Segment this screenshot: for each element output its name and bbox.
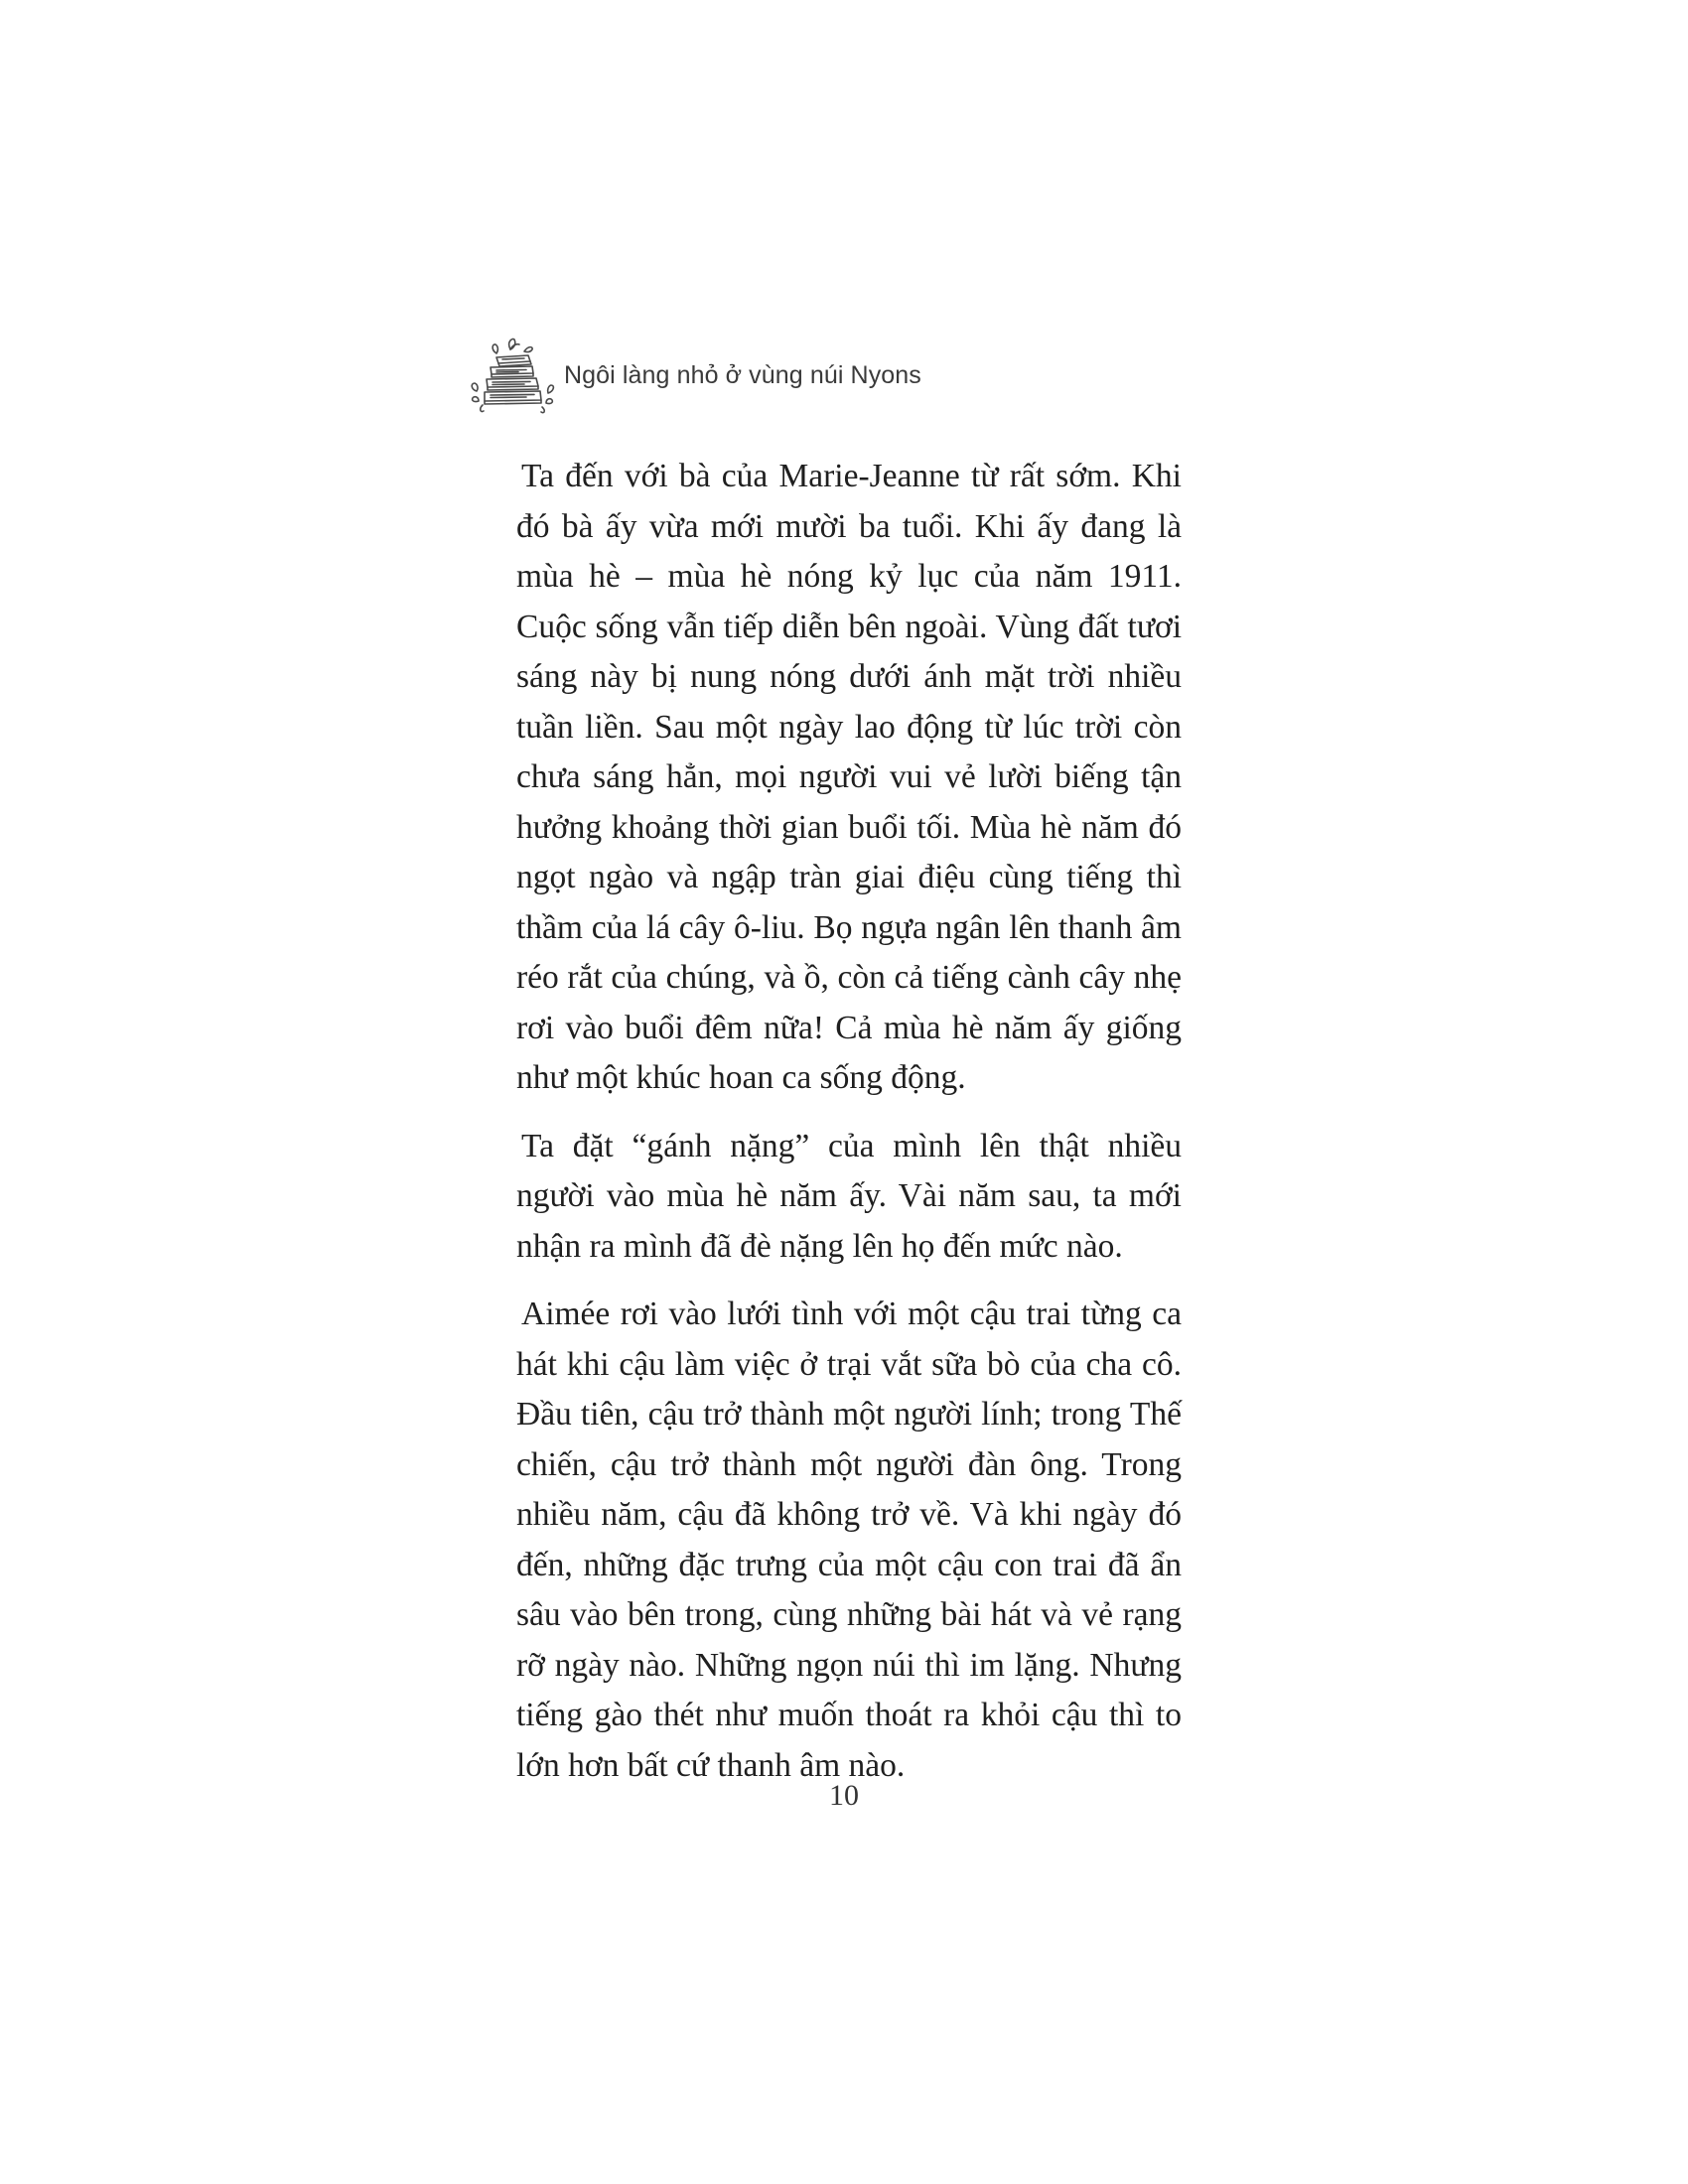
page-number: 10 xyxy=(829,1779,859,1812)
paragraph: Ta đặt “gánh nặng” của mình lên thật nhiều người vào mùa hè năm ấy. Vài năm sau, ta mới nhận ra mình đã đè nặng lên họ đến mức nào. xyxy=(516,1127,1182,1265)
running-header-title: Ngôi làng nhỏ ở vùng núi Nyons xyxy=(564,360,921,389)
running-header xyxy=(467,336,921,415)
paragraph: Ta đến với bà của Marie-Jeanne từ rất sớm. Khi đó bà ấy vừa mới mười ba tuổi. Khi ấy đang là mùa hè – mùa hè nóng kỷ lục của năm 1911. Cuộc sống vẫn tiếp diễn bên ngoài. Vùng đất tươi sáng này bị nung nóng dưới ánh mặt trời nhiều tuần liền. Sau một ngày lao động từ lúc trời còn chưa sáng hẳn, mọi người vui vẻ lười biếng tận hưởng khoảng thời gian buổi tối. Mùa hè năm đó ngọt ngào và ngập tràn giai điệu cùng tiếng thì thầm của lá cây ô-liu. Bọ ngựa ngân lên thanh âm réo rắt của chúng, và ồ, còn cả tiếng cành cây nhẹ rơi vào buổi đêm nữa! Cả mùa hè năm ấy giống như một khúc hoan ca sống động. xyxy=(516,458,1182,1096)
stacked-books-icon xyxy=(467,336,558,415)
paragraph: Aimée rơi vào lưới tình với một cậu trai từng ca hát khi cậu làm việc ở trại vắt sữa bò của cha cô. Đầu tiên, cậu trở thành một người lính; trong Thế chiến, cậu trở thành một người đàn ông. Trong nhiều năm, cậu đã không trở về. Và khi ngày đó đến, những đặc trưng của một cậu con trai đã ẩn sâu vào bên trong, cùng những bài hát và vẻ rạng rỡ ngày nào. Những ngọn núi thì im lặng. Nhưng tiếng gào thét như muốn thoát ra khỏi cậu thì to lớn hơn bất cứ thanh âm nào. xyxy=(516,1296,1182,1784)
body-text xyxy=(516,452,1182,1809)
